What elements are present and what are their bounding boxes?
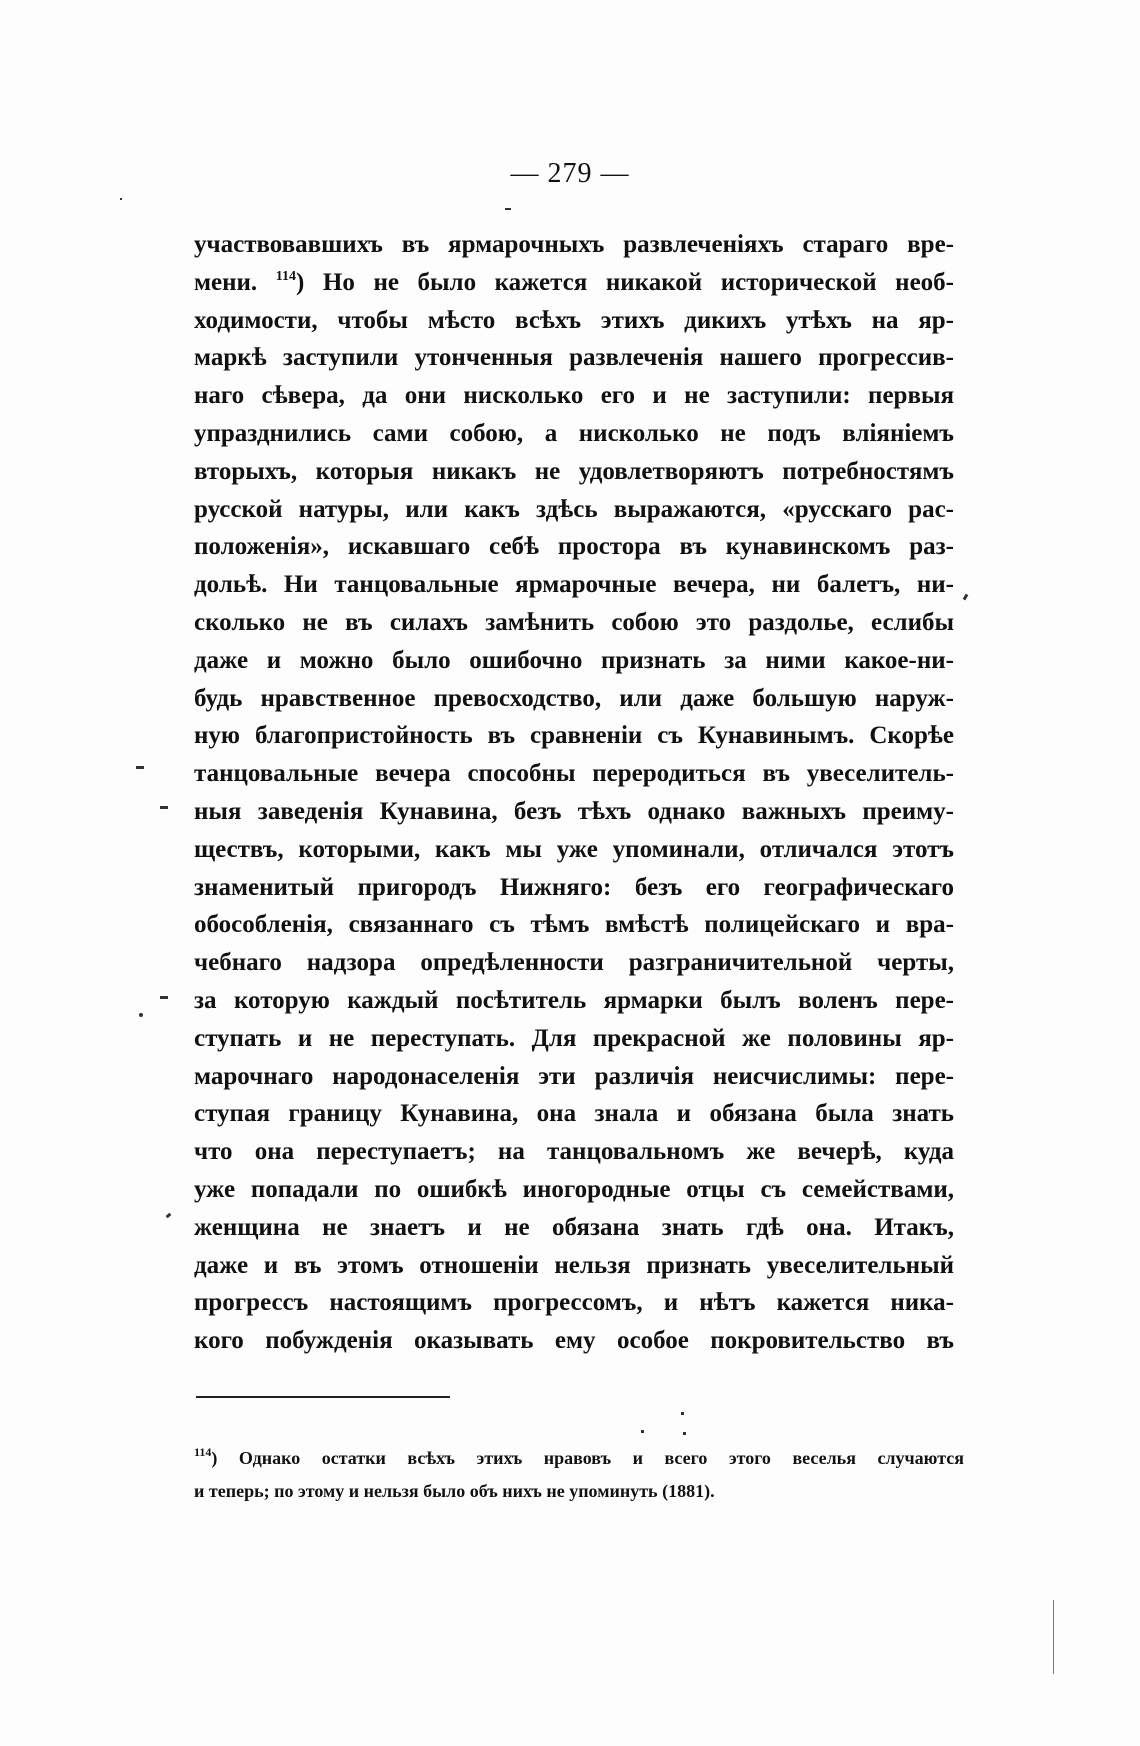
text-line: упразднились сами собою, а нисколько не подъ вліяніемъ [194,419,954,447]
text-line: что она переступаетъ; на танцовальномъ же вечерѣ, куда [194,1138,954,1166]
text-line: ную благопристойность въ сравненіи съ Кунавинымъ. Скорѣе [194,722,954,750]
footnote-line: и теперь; по этому и нельзя было объ нихъ не упоминуть (1881). [194,1481,715,1501]
scan-speck [963,594,969,601]
text-line: ступая границу Кунавина, она знала и обязана была знать [194,1100,954,1128]
text-line: обособленія, связаннаго съ тѣмъ вмѣстѣ полицейскаго и вра- [194,911,954,939]
text-line: кого побужденія оказывать ему особое покровительство въ [194,1327,954,1355]
text-line: ныя заведенія Кунавина, безъ тѣхъ однако важныхъ преиму- [194,797,954,825]
text-line: уже попадали по ошибкѣ иногородные отцы съ семействами, [194,1175,954,1203]
scan-speck [505,208,511,210]
text-line: сколько не въ силахъ замѣнить собою это раздолье, еслибы [194,608,954,636]
text-line: ществъ, которыми, какъ мы уже упоминали, отличался этотъ [194,835,954,863]
scan-speck [681,1412,684,1415]
scan-speck [136,766,144,769]
scan-speck [160,996,168,999]
text-line: ходимости, чтобы мѣсто всѣхъ этихъ дикихъ утѣхъ на яр- [194,306,954,334]
line-start: мени. [194,268,258,296]
scan-speck [683,1432,686,1435]
text-line: положенія», искавшаго себѣ простора въ кунавинскомъ раз- [194,533,954,561]
page-number: — 279 — [510,158,630,189]
footnote-number: 114 [194,1445,212,1459]
footnote-line [194,1442,964,1475]
page-edge-line [1053,1600,1054,1674]
scan-speck [139,1013,143,1017]
text-line: прогрессъ настоящимъ прогрессомъ, и нѣтъ кажется ника- [194,1289,954,1317]
text-line: маркѣ заступили утонченныя развлеченія нашего прогрессив- [194,344,954,372]
text-line: женщина не знаетъ и не обязана знать гдѣ она. Итакъ, [194,1213,954,1241]
main-text [194,226,954,1360]
line-rest: ) Но не было кажется никакой исторической необ- [296,268,955,296]
text-line: участвовавшихъ въ ярмарочныхъ развлеченіяхъ стараго вре- [194,231,954,258]
text-line: будь нравственное превосходство, или даже большую наруж- [194,684,954,712]
text-line: русской натуры, или какъ здѣсь выражаются, «русскаго рас- [194,495,954,523]
text-line: наго сѣвера, да они нисколько его и не заступили: первыя [194,382,954,410]
text-line [194,264,954,302]
text-line: даже и въ этомъ отношеніи нельзя признать увеселительный [194,1251,954,1279]
text-line: ступать и не переступать. Для прекрасной же половины яр- [194,1024,954,1052]
footnote-ref[interactable]: 114 [275,268,297,284]
text-line: танцовальные вечера способны переродиться въ увеселитель- [194,760,954,788]
text-line: чебнаго надзора опредѣленности разграничительной черты, [194,949,954,977]
text-line: дольѣ. Ни танцовальные ярмарочные вечера, ни балетъ, ни- [194,571,954,599]
footnote-text: ) Однако остатки всѣхъ этихъ нравовъ и всего этого веселья случаются [211,1448,964,1468]
text-line: знаменитый пригородъ Нижняго: безъ его географическаго [194,873,954,901]
scan-speck [160,806,168,809]
scan-speck [641,1430,644,1433]
text-line: вторыхъ, которыя никакъ не удовлетворяютъ потребностямъ [194,457,954,485]
footnote-separator [196,1396,450,1398]
footnote [194,1442,964,1508]
text-line: марочнаго народонаселенія эти различія неисчислимы: пере- [194,1062,954,1090]
scan-speck [166,1213,172,1219]
scan-speck [120,198,122,200]
text-line: даже и можно было ошибочно признать за ними какое-ни- [194,646,954,674]
text-line: за которую каждый посѣтитель ярмарки былъ воленъ пере- [194,986,954,1014]
